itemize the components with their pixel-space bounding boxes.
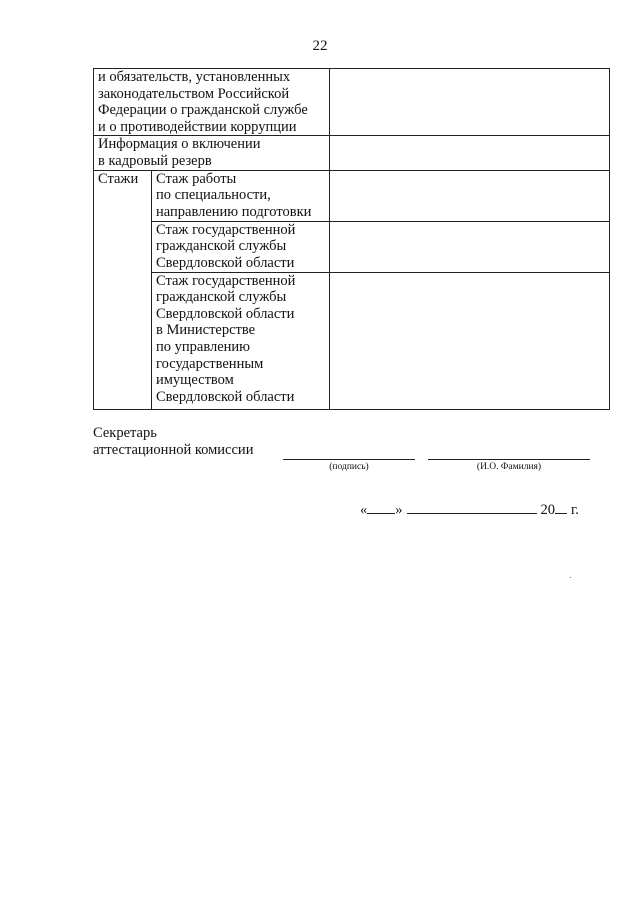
- date-line: [360, 499, 604, 519]
- signature-field[interactable]: [283, 459, 415, 460]
- table-row: [94, 69, 610, 136]
- table-row: [94, 170, 610, 221]
- row-label-obligations: и обязательств, установленных законодательством Российской Федерации о гражданской службе и о противодействии коррупции: [94, 69, 330, 136]
- row-value-civil-service-experience[interactable]: [330, 221, 610, 272]
- row-value-obligations[interactable]: [330, 69, 610, 136]
- row-label-personnel-reserve: Информация о включении в кадровый резерв: [94, 136, 330, 170]
- row-value-personnel-reserve[interactable]: [330, 136, 610, 170]
- table-row: [94, 221, 610, 272]
- row-value-specialty-experience[interactable]: [330, 170, 610, 221]
- signature-caption: (подпись): [329, 462, 369, 472]
- secretary-role-label: Секретарь аттестационной комиссии: [93, 425, 254, 458]
- date-year-prefix: 20: [540, 502, 555, 518]
- date-year-field[interactable]: [555, 499, 567, 514]
- date-year-suffix: г.: [571, 502, 579, 518]
- scan-dot-mark: [570, 577, 571, 578]
- full-name-caption: (И.О. Фамилия): [476, 462, 542, 472]
- full-name-field[interactable]: [428, 459, 590, 460]
- row-label-ministry-experience: Стаж государственной гражданской службы Свердловской области в Министерстве по управлению государственным имуществом Свердловской области: [152, 272, 330, 409]
- attestation-form-table: [93, 68, 610, 410]
- table-row: [94, 272, 610, 409]
- page-number: 22: [312, 38, 328, 54]
- experience-group-label: Стажи: [94, 170, 152, 409]
- date-close-quote: »: [395, 502, 403, 518]
- date-day-field[interactable]: [367, 499, 395, 514]
- row-value-ministry-experience[interactable]: [330, 272, 610, 409]
- table-row: [94, 136, 610, 170]
- row-label-specialty-experience: Стаж работы по специальности, направлению подготовки: [152, 170, 330, 221]
- date-open-quote: «: [360, 502, 368, 518]
- date-month-field[interactable]: [407, 499, 537, 514]
- row-label-civil-service-experience: Стаж государственной гражданской службы Свердловской области: [152, 221, 330, 272]
